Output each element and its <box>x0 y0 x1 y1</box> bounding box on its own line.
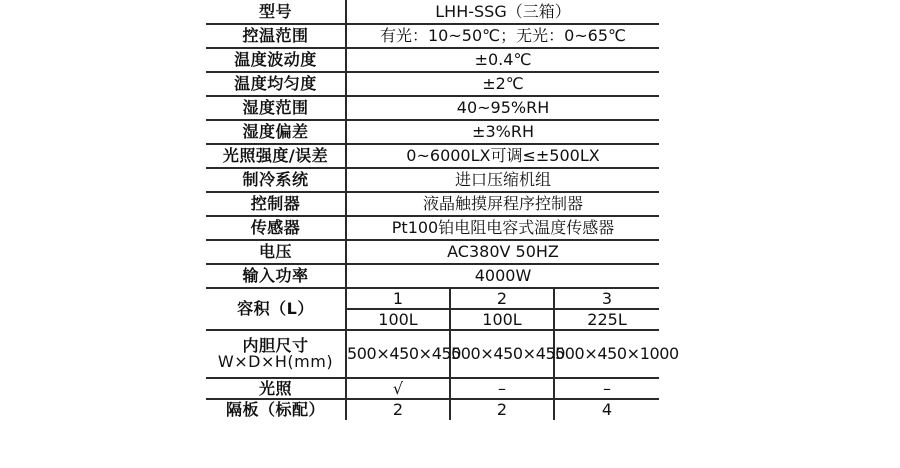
row-voltage <box>206 240 659 264</box>
row-input-power <box>206 264 659 288</box>
inner-size-2: 500×450×450 <box>450 330 554 378</box>
value-model: LHH-SSG（三箱） <box>346 0 659 24</box>
row-refrigeration <box>206 168 659 192</box>
capacity-number-3: 3 <box>554 288 659 309</box>
row-inner-size <box>206 330 659 378</box>
row-temp-uniformity <box>206 72 659 96</box>
label-model: 型号 <box>206 0 346 24</box>
label-controller: 控制器 <box>206 192 346 216</box>
row-lighting <box>206 378 659 399</box>
value-temp-uniformity: ±2℃ <box>346 72 659 96</box>
label-inner-size <box>206 330 346 378</box>
label-humidity-range: 湿度范围 <box>206 96 346 120</box>
spec-table <box>206 0 679 420</box>
value-input-power: 4000W <box>346 264 659 288</box>
label-temp-fluctuation: 温度波动度 <box>206 48 346 72</box>
label-shelves: 隔板（标配） <box>206 399 346 420</box>
value-sensor: Pt100铂电阻电容式温度传感器 <box>346 216 659 240</box>
label-humidity-deviation: 湿度偏差 <box>206 120 346 144</box>
row-humidity-range <box>206 96 659 120</box>
row-light-intensity <box>206 144 659 168</box>
label-temp-range: 控温范围 <box>206 24 346 48</box>
shelves-3: 4 <box>554 399 659 420</box>
inner-size-label-line2: W×D×H(mm) <box>217 352 334 371</box>
label-temp-uniformity: 温度均匀度 <box>206 72 346 96</box>
capacity-volume-1: 100L <box>346 309 450 330</box>
label-voltage: 电压 <box>206 240 346 264</box>
row-humidity-deviation <box>206 120 659 144</box>
value-humidity-range: 40~95%RH <box>346 96 659 120</box>
label-light-intensity: 光照强度/误差 <box>206 144 346 168</box>
row-model <box>206 0 659 24</box>
row-controller <box>206 192 659 216</box>
value-voltage: AC380V 50HZ <box>346 240 659 264</box>
capacity-volume-2: 100L <box>450 309 554 330</box>
capacity-volume-3: 225L <box>554 309 659 330</box>
lighting-3: – <box>554 378 659 399</box>
label-refrigeration: 制冷系统 <box>206 168 346 192</box>
value-temp-fluctuation: ±0.4℃ <box>346 48 659 72</box>
row-capacity-numbers <box>206 288 659 309</box>
capacity-number-1: 1 <box>346 288 450 309</box>
value-refrigeration: 进口压缩机组 <box>346 168 659 192</box>
label-capacity: 容积（L） <box>206 288 346 330</box>
row-temp-fluctuation <box>206 48 659 72</box>
lighting-2: – <box>450 378 554 399</box>
inner-size-3: 500×450×1000 <box>554 330 659 378</box>
label-sensor: 传感器 <box>206 216 346 240</box>
shelves-2: 2 <box>450 399 554 420</box>
label-input-power: 输入功率 <box>206 264 346 288</box>
value-controller: 液晶触摸屏程序控制器 <box>346 192 659 216</box>
inner-size-1: 500×450×450 <box>346 330 450 378</box>
capacity-number-2: 2 <box>450 288 554 309</box>
value-light-intensity: 0~6000LX可调≤±500LX <box>346 144 659 168</box>
lighting-1: √ <box>346 378 450 399</box>
value-humidity-deviation: ±3%RH <box>346 120 659 144</box>
value-temp-range: 有光：10~50℃；无光：0~65℃ <box>346 24 659 48</box>
inner-size-label-line1: 内胆尺寸 <box>242 336 309 355</box>
row-temp-range <box>206 24 659 48</box>
label-lighting: 光照 <box>206 378 346 399</box>
row-shelves <box>206 399 659 420</box>
shelves-1: 2 <box>346 399 450 420</box>
row-sensor <box>206 216 659 240</box>
